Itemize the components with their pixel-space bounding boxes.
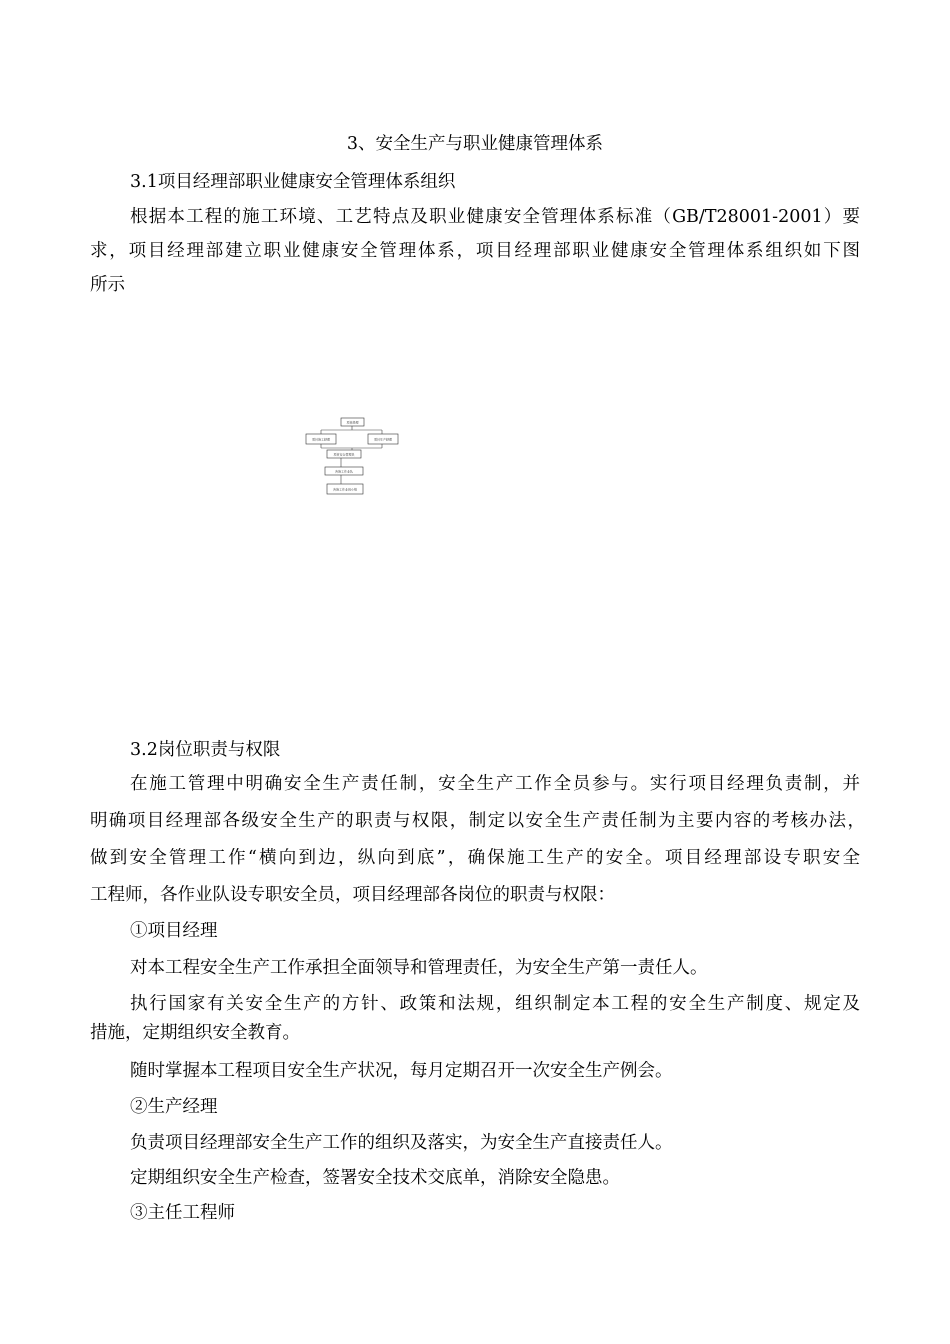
paragraph-line: 工程师，各作业队设专职安全员，项目经理部各岗位的职责与权限： bbox=[90, 885, 615, 905]
org-node-label: 项目经理 bbox=[346, 420, 359, 425]
role-title-project-manager: ①项目经理 bbox=[130, 921, 218, 941]
org-chart-diagram bbox=[303, 416, 403, 501]
org-node-label: 项目安全管理员 bbox=[333, 452, 355, 457]
role-title-chief-engineer: ③主任工程师 bbox=[130, 1203, 235, 1223]
subsection-heading-3-1: 3.1项目经理部职业健康安全管理体系组织 bbox=[130, 172, 456, 192]
paragraph-line: 做到安全管理工作“横向到边，纵向到底”，确保施工生产的安全。项目经理部设专职安全 bbox=[90, 848, 860, 868]
paragraph-line: 对本工程安全生产工作承担全面领导和管理责任，为安全生产第一责任人。 bbox=[130, 958, 708, 978]
org-node-label: 各施工作业队 bbox=[334, 469, 354, 474]
paragraph-line: 负责项目经理部安全生产工作的组织及落实，为安全生产直接责任人。 bbox=[130, 1133, 673, 1153]
subsection-heading-3-2: 3.2岗位职责与权限 bbox=[130, 740, 281, 760]
org-node-label: 项目生产经理 bbox=[373, 437, 393, 442]
paragraph-line: 定期组织安全生产检查，签署安全技术交底单，消除安全隐患。 bbox=[130, 1168, 620, 1188]
org-node-label: 各施工作业班小组 bbox=[332, 487, 358, 492]
paragraph-line: 随时掌握本工程项目安全生产状况，每月定期召开一次安全生产例会。 bbox=[130, 1061, 673, 1081]
section-title: 3、安全生产与职业健康管理体系 bbox=[346, 134, 604, 154]
paragraph-line: 根据本工程的施工环境、工艺特点及职业健康安全管理体系标准（GB/T28001-2001）要 bbox=[130, 207, 860, 227]
paragraph-line: 措施，定期组织安全教育。 bbox=[90, 1023, 300, 1043]
paragraph-line: 求，项目经理部建立职业健康安全管理体系，项目经理部职业健康安全管理体系组织如下图 bbox=[90, 241, 860, 261]
role-title-production-manager: ②生产经理 bbox=[130, 1097, 218, 1117]
paragraph-line: 明确项目经理部各级安全生产的职责与权限，制定以安全生产责任制为主要内容的考核办法， bbox=[90, 811, 865, 831]
paragraph-line: 在施工管理中明确安全生产责任制，安全生产工作全员参与。实行项目经理负责制，并 bbox=[130, 774, 860, 794]
paragraph-line: 所示 bbox=[90, 275, 125, 295]
paragraph-line: 执行国家有关安全生产的方针、政策和法规，组织制定本工程的安全生产制度、规定及 bbox=[130, 994, 860, 1014]
org-node-label: 项目施工经理 bbox=[311, 437, 331, 442]
